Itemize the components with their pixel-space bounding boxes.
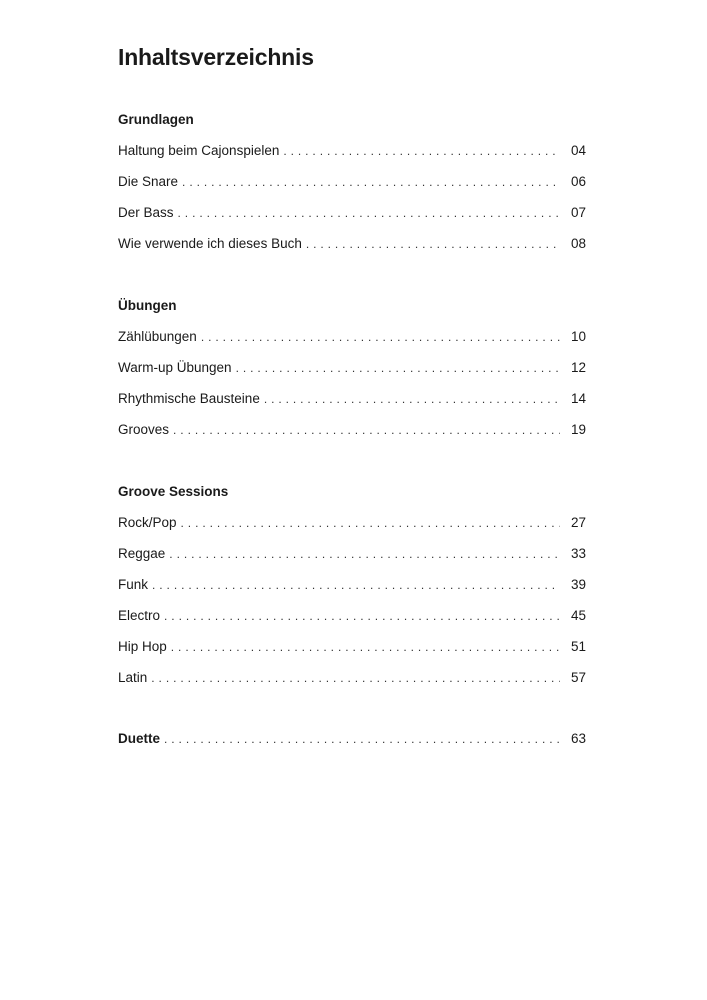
toc-entry-page: 08 [570, 236, 586, 251]
toc-entry-page: 14 [570, 391, 586, 406]
toc-entry-page: 10 [570, 329, 586, 344]
toc-entry-label: Rhythmische Bausteine [118, 391, 260, 406]
toc-entry[interactable] [118, 608, 586, 628]
toc-entry-label: Haltung beim Cajonspielen [118, 143, 280, 158]
toc-entry-duette[interactable] [118, 731, 586, 751]
dot-leader [182, 175, 560, 189]
toc-entry[interactable] [118, 639, 586, 659]
toc-entry[interactable] [118, 205, 586, 225]
toc-entry-label: Die Snare [118, 174, 179, 189]
toc-entry[interactable] [118, 236, 586, 256]
toc-entry-label: Rock/Pop [118, 515, 177, 530]
toc-entry-label: Grooves [118, 422, 170, 437]
dot-leader [283, 144, 560, 158]
dot-leader [171, 640, 560, 654]
toc-entry-label: Der Bass [118, 205, 174, 220]
dot-leader [169, 547, 560, 561]
toc-entry-page: 04 [570, 143, 586, 158]
toc-entry[interactable] [118, 422, 586, 442]
toc-entry-page: 39 [570, 577, 586, 592]
toc-entry-page: 19 [570, 422, 586, 437]
page-title: Inhaltsverzeichnis [118, 44, 314, 70]
dot-leader [201, 330, 560, 344]
toc-entry-page: 07 [570, 205, 586, 220]
toc-entry-label: Zählübungen [118, 329, 197, 344]
toc-entry-page: 57 [570, 670, 586, 685]
toc-entry[interactable] [118, 360, 586, 380]
toc-entry-page: 33 [570, 546, 586, 561]
toc-entry-page: 27 [570, 515, 586, 530]
toc-entry[interactable] [118, 515, 586, 535]
toc-entry-label: Wie verwende ich dieses Buch [118, 236, 302, 251]
toc-entry-label: Hip Hop [118, 639, 167, 654]
toc-entry-label: Electro [118, 608, 161, 623]
toc-entry[interactable] [118, 143, 586, 163]
dot-leader [164, 732, 560, 746]
toc-entry-page: 12 [570, 360, 586, 375]
toc-entry[interactable] [118, 670, 586, 690]
dot-leader [306, 237, 560, 251]
toc-entry-label: Funk [118, 577, 149, 592]
section-heading-uebungen: Übungen [118, 298, 177, 313]
toc-entry-label: Latin [118, 670, 148, 685]
toc-entry[interactable] [118, 174, 586, 194]
toc-entry[interactable] [118, 546, 586, 566]
dot-leader [152, 578, 560, 592]
dot-leader [264, 392, 560, 406]
dot-leader [164, 609, 560, 623]
toc-entry[interactable] [118, 577, 586, 597]
dot-leader [151, 671, 560, 685]
toc-entry-label: Warm-up Übungen [118, 360, 232, 375]
dot-leader [236, 361, 560, 375]
toc-entry-page: 63 [570, 731, 586, 746]
section-heading-groove-sessions: Groove Sessions [118, 484, 229, 499]
toc-entry[interactable] [118, 329, 586, 349]
toc-entry-label: Reggae [118, 546, 166, 561]
dot-leader [178, 206, 560, 220]
toc-entry[interactable] [118, 391, 586, 411]
toc-entry-label: Duette [118, 731, 161, 746]
toc-entry-page: 51 [570, 639, 586, 654]
section-heading-grundlagen: Grundlagen [118, 112, 194, 127]
dot-leader [181, 516, 560, 530]
dot-leader [173, 423, 560, 437]
toc-entry-page: 45 [570, 608, 586, 623]
toc-entry-page: 06 [570, 174, 586, 189]
